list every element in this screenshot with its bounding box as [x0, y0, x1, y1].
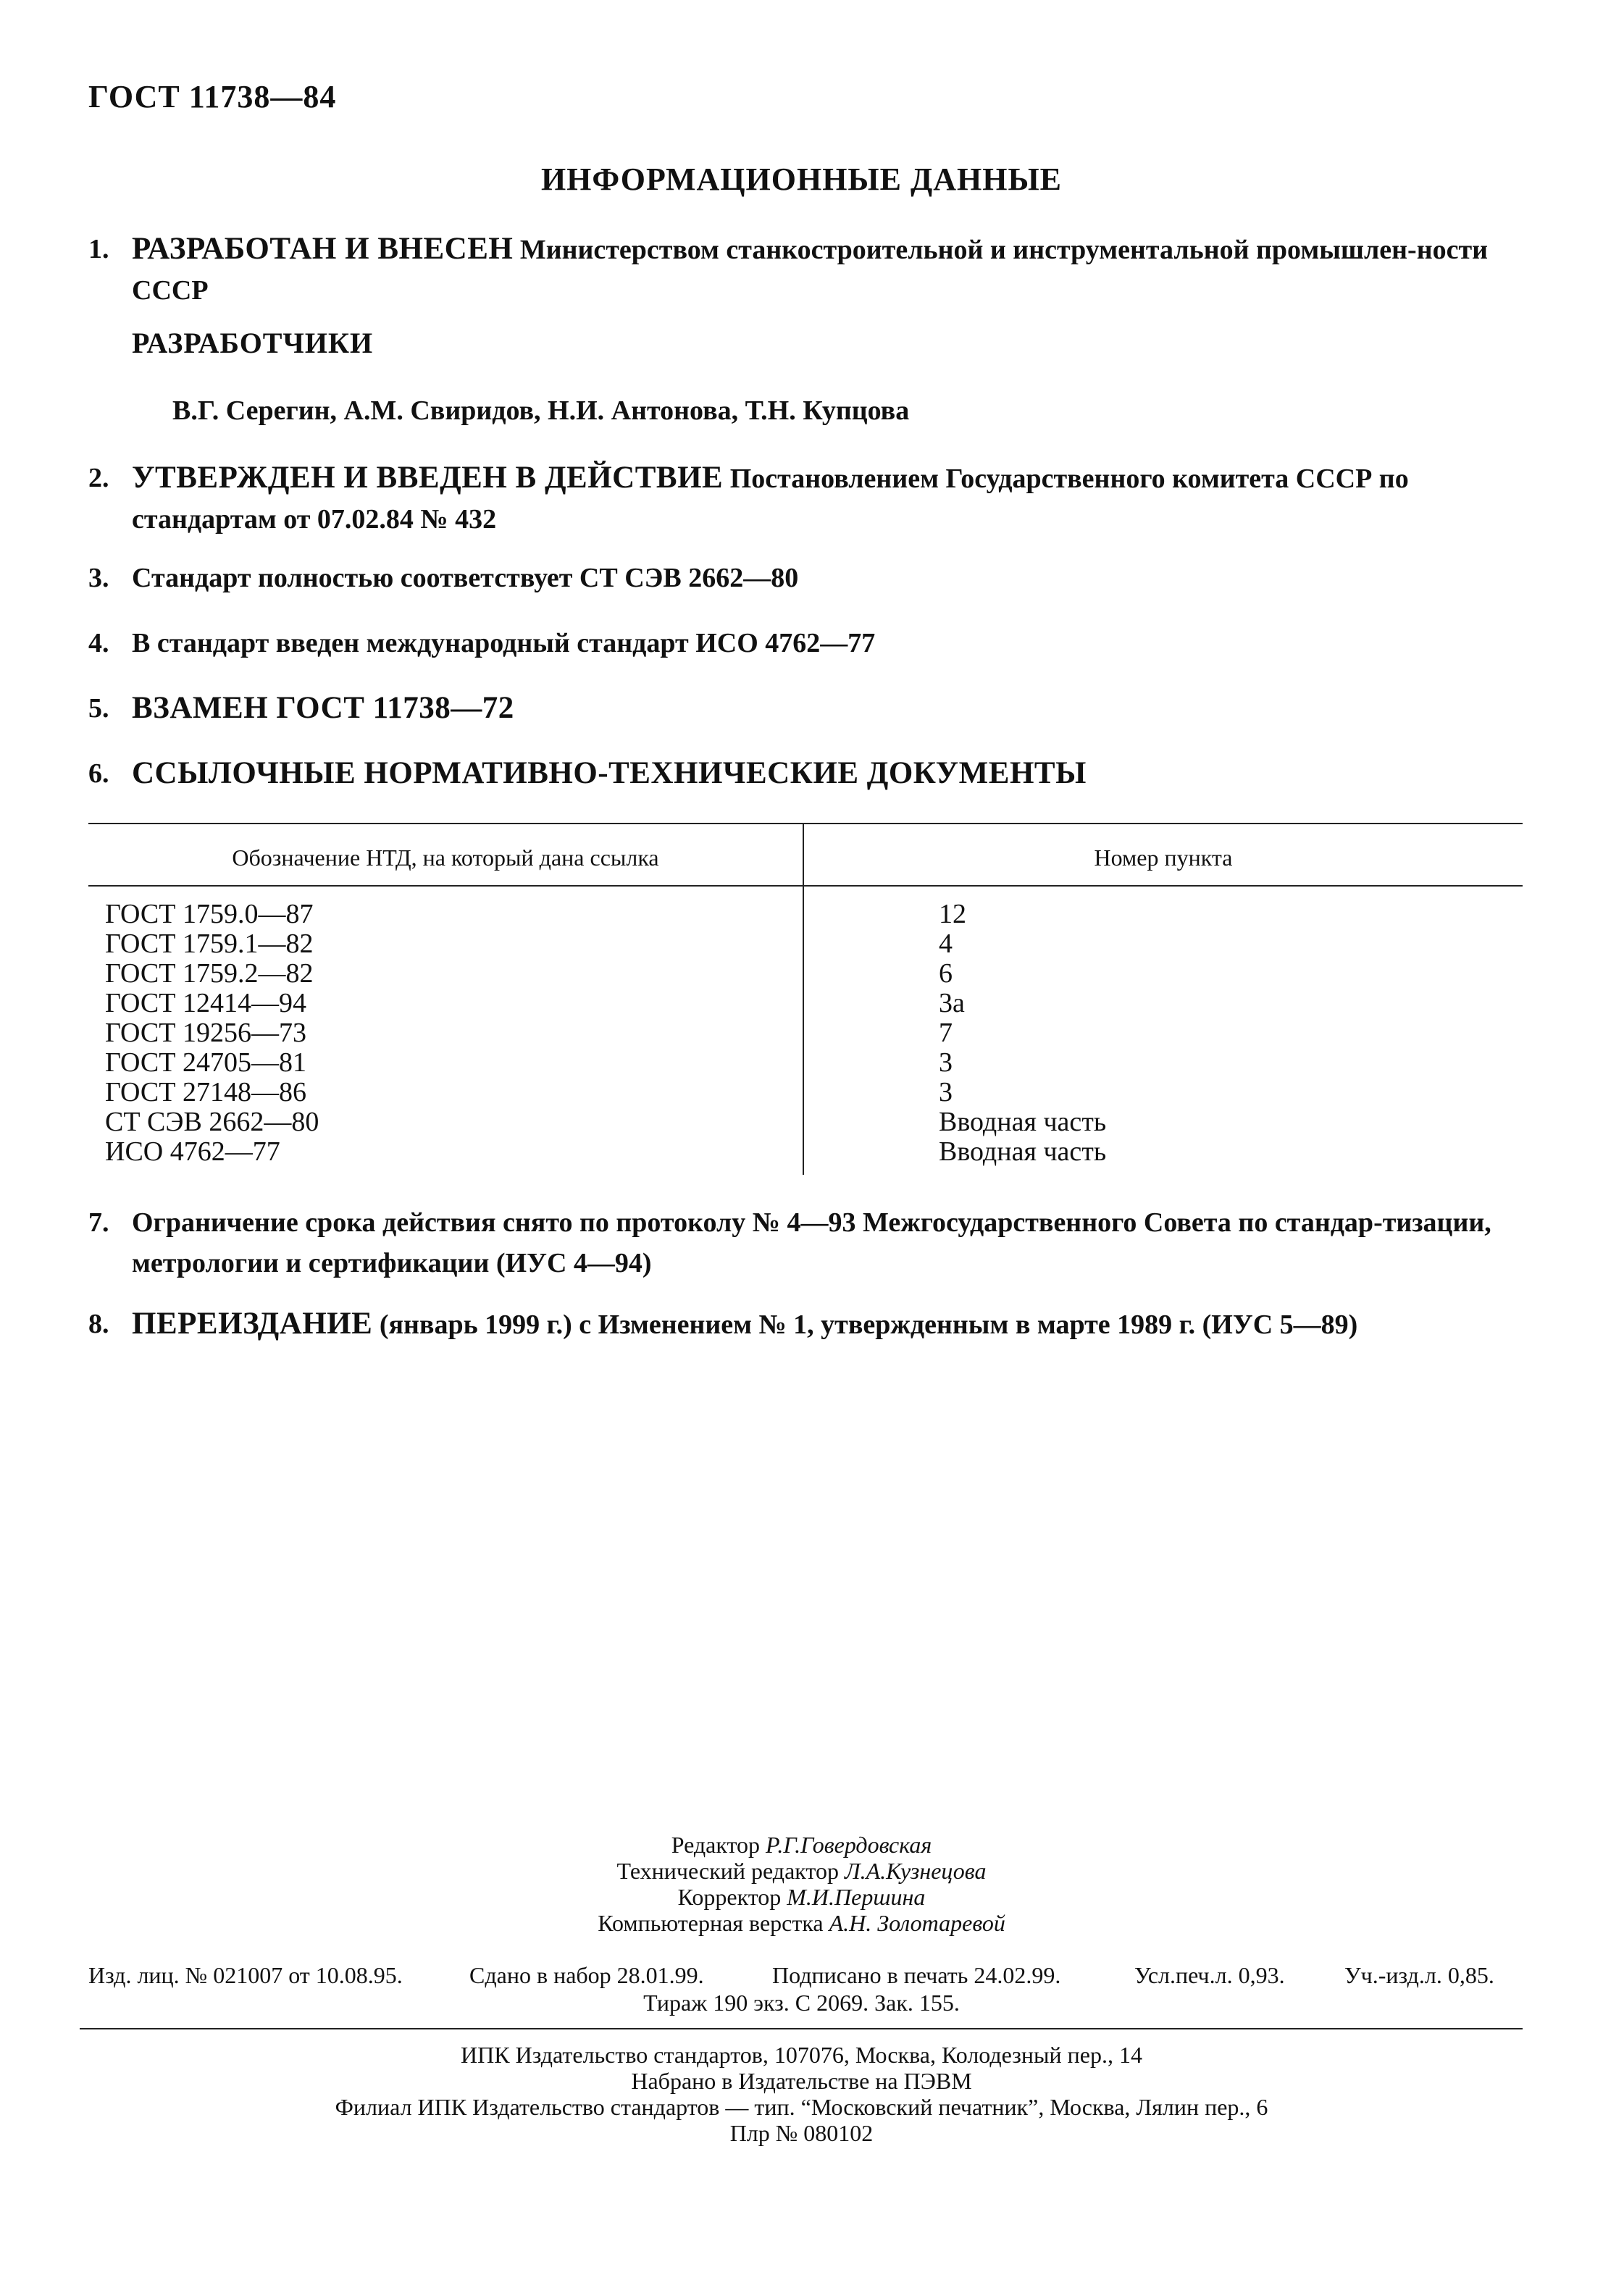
table-cell: ИСО 4762—77	[105, 1136, 280, 1167]
item-text: (январь 1999 г.) с Изменением № 1, утвержденным в марте 1989 г. (ИУС 5—89)	[379, 1310, 1358, 1340]
table-cell: 3	[939, 1077, 953, 1107]
item-number: 2.	[88, 463, 109, 493]
layout-line	[0, 1911, 1603, 1936]
table-cell: Вводная часть	[939, 1107, 1107, 1137]
item-number: 5.	[88, 693, 109, 724]
sent-text: Сдано в набор 28.01.99.	[469, 1962, 704, 1988]
editor-label: Редактор	[671, 1832, 761, 1858]
table-cell: ГОСТ 1759.0—87	[105, 899, 314, 929]
item-lead: РАЗРАБОТАН И ВНЕСЕН	[132, 232, 514, 266]
item-lead: ССЫЛОЧНЫЕ НОРМАТИВНО-ТЕХНИЧЕСКИЕ ДОКУМЕНТЫ	[132, 756, 1087, 790]
tech-editor-line	[0, 1859, 1603, 1884]
info-item-8	[88, 1304, 1530, 1345]
item-text: Стандарт полностью соответствует СТ СЭВ 2662—80	[132, 563, 799, 593]
info-item-3	[88, 558, 1530, 598]
item-lead: ПЕРЕИЗДАНИЕ	[132, 1307, 373, 1341]
table-cell: СТ СЭВ 2662—80	[105, 1107, 319, 1137]
table-cell: ГОСТ 12414—94	[105, 988, 306, 1018]
table-top-rule	[88, 823, 1523, 824]
branch-text: Филиал ИПК Издательство стандартов — тип. “Московский печатник”, Москва, Лялин пер., 6	[335, 2094, 1268, 2120]
table-header-clause: Номер пункта	[1094, 845, 1233, 871]
editor-line	[0, 1832, 1603, 1858]
item-number: 6.	[88, 758, 109, 789]
publisher-text: ИПК Издательство стандартов, 107076, Москва, Колодезный пер., 14	[461, 2042, 1142, 2068]
info-item-4	[88, 623, 1530, 663]
footer-rule	[80, 2028, 1523, 2029]
table-cell: 12	[939, 899, 966, 929]
table-cell: ГОСТ 24705—81	[105, 1047, 306, 1078]
table-cell: 3	[939, 1047, 953, 1078]
table-header-document: Обозначение НТД, на который дана ссылка	[232, 845, 659, 871]
table-column-documents	[105, 900, 319, 1167]
license-text: Изд. лиц. № 021007 от 10.08.95.	[88, 1962, 403, 1988]
developers-names: В.Г. Серегин, А.М. Свиридов, Н.И. Антонова, Т.Н. Купцова	[172, 395, 910, 426]
plr-text: Плр № 080102	[729, 2120, 874, 2146]
info-item-5	[88, 688, 1530, 729]
editor-name: Р.Г.Говердовская	[766, 1832, 932, 1858]
corrector-name: М.И.Першина	[787, 1884, 926, 1910]
pub-sheets-text: Уч.-изд.л. 0,85.	[1344, 1962, 1494, 1988]
table-cell: ГОСТ 1759.2—82	[105, 958, 314, 989]
item-text: Министерством станкостроительной и инструментальной промышлен-ности СССР	[132, 235, 1489, 306]
table-cell: ГОСТ 27148—86	[105, 1077, 306, 1107]
table-cell: 7	[939, 1018, 953, 1048]
info-item-7	[88, 1202, 1530, 1283]
document-code: ГОСТ 11738—84	[88, 79, 337, 114]
corrector-line	[0, 1885, 1603, 1910]
layout-label: Компьютерная верстка	[598, 1910, 824, 1936]
table-cell: Вводная часть	[939, 1136, 1107, 1167]
print-sheets-text: Усл.печ.л. 0,93.	[1134, 1962, 1285, 1988]
info-item-2	[88, 458, 1530, 540]
table-cell: 6	[939, 958, 953, 989]
table-cell: ГОСТ 1759.1—82	[105, 929, 314, 959]
tech-editor-label: Технический редактор	[616, 1858, 839, 1884]
item-number: 1.	[88, 234, 109, 264]
item-number: 3.	[88, 563, 109, 593]
corrector-label: Корректор	[677, 1884, 782, 1910]
table-cell: 3а	[939, 988, 965, 1018]
info-item-1	[88, 229, 1530, 311]
item-text: В стандарт введен международный стандарт ИСО 4762—77	[132, 628, 876, 658]
run-text: Тираж 190 экз. С 2069. Зак. 155.	[643, 1990, 960, 2016]
item-number: 4.	[88, 628, 109, 658]
info-item-6	[88, 753, 1530, 795]
table-column-divider	[803, 824, 804, 1175]
tech-editor-name: Л.А.Кузнецова	[844, 1858, 987, 1884]
typeset-text: Набрано в Издательстве на ПЭВМ	[631, 2068, 972, 2094]
table-column-clauses	[939, 900, 1106, 1167]
item-text: Ограничение срока действия снято по протоколу № 4—93 Межгосударственного Совета по стандар-тизации, метрологии и сертификации (ИУС 4—94)	[132, 1207, 1491, 1278]
layout-name: А.Н. Золотаревой	[829, 1910, 1005, 1936]
item-number: 7.	[88, 1207, 109, 1238]
page-title: ИНФОРМАЦИОННЫЕ ДАННЫЕ	[540, 162, 1063, 197]
item-lead: УТВЕРЖДЕН И ВВЕДЕН В ДЕЙСТВИЕ	[132, 461, 724, 495]
developers-heading: РАЗРАБОТЧИКИ	[132, 327, 374, 359]
signed-text: Подписано в печать 24.02.99.	[772, 1962, 1061, 1988]
item-text: Постановлением Государственного комитета СССР по стандартам от 07.02.84 № 432	[132, 464, 1409, 535]
item-number: 8.	[88, 1309, 109, 1339]
table-cell: ГОСТ 19256—73	[105, 1018, 306, 1048]
table-header-rule	[88, 885, 1523, 887]
item-lead: ВЗАМЕН ГОСТ 11738—72	[132, 691, 514, 725]
table-cell: 4	[939, 929, 953, 959]
